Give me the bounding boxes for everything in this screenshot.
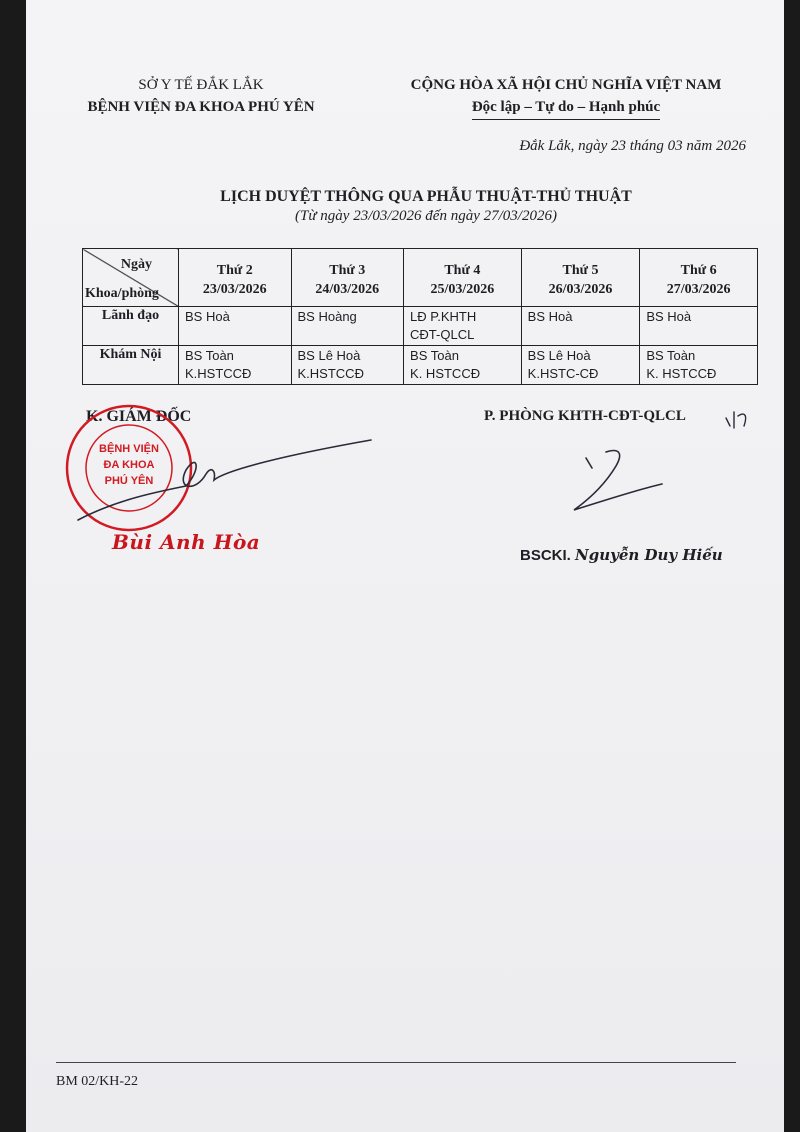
column-day: Thứ 6 [680,263,717,278]
initials-mark-icon [726,412,746,428]
cell-line: K. HSTCCĐ [410,366,481,381]
stamp-line: PHÚ YÊN [104,475,154,487]
cell-line: K. HSTCCĐ [646,366,717,381]
deputy-signature-icon [574,451,662,510]
row-label: Lãnh đạo [83,307,179,346]
column-day: Thứ 4 [444,263,481,278]
cell-line: BS Hoàng [297,309,357,324]
cell-line: BS Lê Hoà [297,348,361,363]
document-title: LỊCH DUYỆT THÔNG QUA PHẪU THUẬT-THỦ THUẬT [220,188,632,205]
deputy-name-prefix: BSCKI. [520,547,571,564]
column-date: 24/03/2026 [315,282,380,297]
cell-line: BS Hoà [646,309,692,324]
stamp-line: ĐA KHOA [103,459,155,471]
national-motto: Độc lập – Tự do – Hạnh phúc [472,96,660,120]
cell-line: BS Toàn [646,348,696,363]
column-date: 25/03/2026 [430,282,495,297]
stamp-line: BỆNH VIỆN [99,443,159,455]
hospital-name: BỆNH VIỆN ĐA KHOA PHÚ YÊN [87,99,315,115]
column-day: Thứ 5 [562,263,599,278]
director-name: Bùi Anh Hòa [112,530,261,554]
form-code: BM 02/KH-22 [56,1074,139,1089]
row-label: Khám Nội [83,346,179,385]
deputy-name: Nguyễn Duy Hiếu [575,546,723,564]
document-subtitle: (Từ ngày 23/03/2026 đến ngày 27/03/2026) [295,208,557,224]
column-date: 26/03/2026 [548,282,613,297]
nation-name: CỘNG HÒA XÃ HỘI CHỦ NGHĨA VIỆT NAM [410,77,722,93]
column-day: Thứ 2 [216,263,253,278]
cell-line: K.HSTC-CĐ [527,366,599,381]
stamp-and-signatures [26,0,784,1132]
column-date: 27/03/2026 [666,282,731,297]
cell-line: BS Hoà [185,309,230,324]
cell-line: BS Lê Hoà [527,348,591,363]
column-date: 23/03/2026 [202,282,267,297]
deputy-name-block [520,546,723,564]
footer-divider [56,1062,736,1063]
column-day: Thứ 3 [329,263,366,278]
cell-line: K.HSTCCĐ [297,366,364,381]
deputy-signature-title: P. PHÒNG KHTH-CĐT-QLCL [484,408,686,424]
corner-label-department: Khoa/phòng [85,286,159,301]
director-signature-title: K. GIÁM ĐỐC [86,408,192,425]
cell-line: LĐ P.KHTH [410,309,477,324]
date-line: Đắk Lắk, ngày 23 tháng 03 năm 2026 [519,138,746,154]
department-name: SỞ Y TẾ ĐẮK LẮK [138,77,264,93]
corner-label-day: Ngày [120,257,152,272]
cell-line: K.HSTCCĐ [185,366,252,381]
cell-line: BS Toàn [410,348,459,363]
cell-line: CĐT-QLCL [410,327,475,342]
hospital-stamp-icon [67,406,191,530]
cell-line: BS Toàn [185,348,234,363]
document-page [26,0,784,1132]
cell-line: BS Hoà [527,309,573,324]
